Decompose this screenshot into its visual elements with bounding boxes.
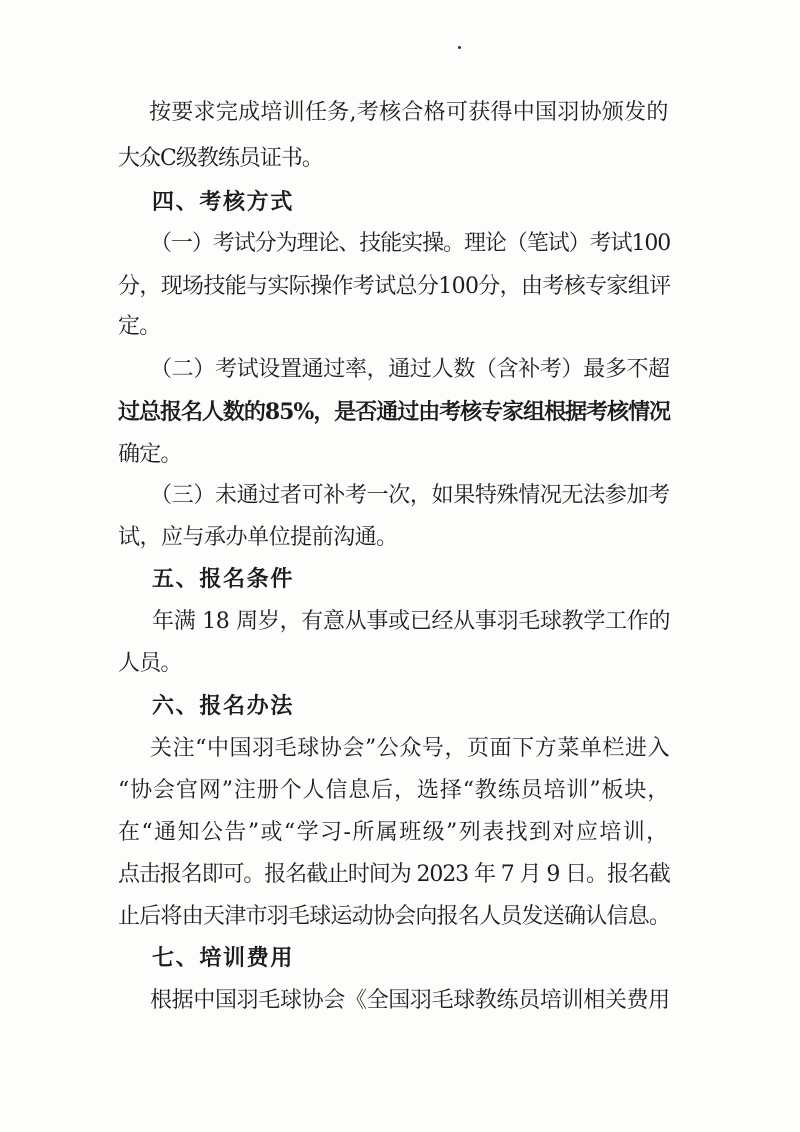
paragraph-line: 年满 18 周岁，有意从事或已经从事羽毛球教学工作的 bbox=[152, 609, 671, 634]
paragraph-line: 止后将由天津市羽毛球运动协会向报名人员发送确认信息。 bbox=[118, 904, 671, 929]
paragraph-line: 大众C级教练员证书。 bbox=[118, 146, 323, 171]
section-heading: 五、报名条件 bbox=[152, 567, 295, 592]
paragraph-line: 按要求完成培训任务,考核合格可获得中国羽协颁发的 bbox=[149, 100, 669, 125]
paragraph-line: （一）考试分为理论、技能实操。理论（笔试）考试100 bbox=[150, 231, 671, 256]
paragraph-line: 点击报名即可。报名截止时间为 2023 年 7 月 9 日。报名截 bbox=[118, 862, 670, 887]
paragraph-line: 确定。 bbox=[118, 442, 182, 467]
paragraph-line: 试，应与承办单位提前沟通。 bbox=[118, 525, 398, 550]
paragraph-line: （二）考试设置通过率，通过人数（含补考）最多不超 bbox=[150, 357, 670, 382]
paragraph-line: 分，现场技能与实际操作考试总分100分，由考核专家组评 bbox=[118, 274, 671, 299]
paragraph-line: （三）未通过者可补考一次，如果特殊情况无法参加考 bbox=[150, 483, 670, 508]
section-heading: 七、培训费用 bbox=[152, 946, 295, 971]
paragraph-line: “协会官网”注册个人信息后，选择“教练员培训”板块， bbox=[118, 778, 671, 803]
paragraph-line: 在“通知公告”或“学习-所属班级”列表找到对应培训， bbox=[118, 820, 670, 845]
section-heading: 四、考核方式 bbox=[152, 190, 295, 215]
paragraph-line: 过总报名人数的85%，是否通过由考核专家组根据考核情况 bbox=[118, 399, 670, 425]
scan-speck bbox=[458, 46, 461, 49]
paragraph-line: 关注“中国羽毛球协会”公众号，页面下方菜单栏进入 bbox=[150, 736, 671, 761]
paragraph-line: 定。 bbox=[118, 314, 161, 339]
section-heading: 六、报名办法 bbox=[152, 694, 295, 719]
paragraph-line: 人员。 bbox=[118, 651, 182, 676]
paragraph-line: 根据中国羽毛球协会《全国羽毛球教练员培训相关费用 bbox=[150, 988, 670, 1013]
